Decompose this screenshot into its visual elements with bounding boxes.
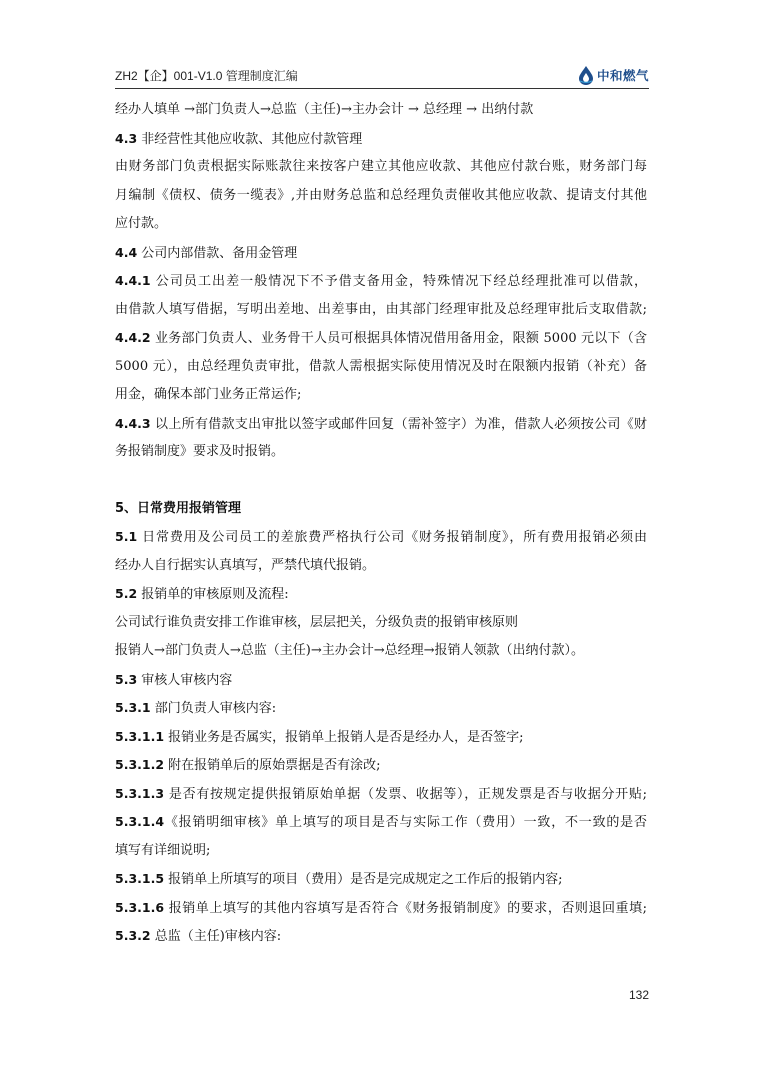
flame-drop-icon [578, 65, 594, 85]
line-text: 报销单上所填写的项目（费用）是否是完成规定之工作后的报销内容; [164, 872, 563, 887]
section-heading [115, 495, 647, 524]
line-text: 非经营性其他应收款、其他应付款管理 [137, 131, 363, 147]
text-line [115, 694, 647, 723]
text-line [115, 438, 647, 467]
clause-number: 5.3.1.1 [115, 728, 165, 744]
clause-number: 5.3.2 [115, 928, 151, 943]
text-line [115, 837, 647, 866]
section-heading-text: 5、日常费用报销管理 [115, 500, 242, 516]
line-text: 5000 元），由总经理负责审批，借款人需根据实际使用情况及时在限额内报销（补充）备 [115, 358, 647, 374]
clause-number: 4.4.3 [115, 415, 151, 431]
clause-number: 5.3.1.4 [115, 814, 165, 829]
logo-text: 中和燃气 [596, 68, 649, 83]
line-text: 审核人审核内容 [137, 672, 233, 688]
clause-number: 4.4 [115, 244, 138, 260]
company-logo [578, 65, 649, 85]
text-line [115, 182, 647, 211]
text-line [115, 609, 647, 638]
line-text: 填写有详细说明; [115, 842, 211, 858]
clause-number: 5.1 [115, 529, 138, 544]
line-text: 月编制《债权、债务一缆表》,并由财务总监和总经理负责催收其他应收款、提请支付其他 [115, 187, 647, 203]
text-line [115, 125, 647, 154]
line-text: 由借款人填写借据，写明出差地、出差事由，由其部门经理审批及总经理审批后支取借款; [115, 301, 647, 317]
text-line [115, 96, 647, 125]
page-number: 132 [628, 988, 649, 1002]
text-line [115, 894, 647, 923]
text-line [115, 808, 647, 837]
line-text: 业务部门负责人、业务骨干人员可根据具体情况借用备用金，限额 5000 元以下（含 [150, 331, 647, 346]
text-line [115, 865, 647, 894]
line-text: 以上所有借款支出审批以签字或邮件回复（需补签字）为准，借款人必须按公司《财 [150, 416, 647, 432]
paragraph-gap [115, 467, 647, 495]
page-header [115, 58, 649, 89]
clause-number: 4.3 [115, 130, 138, 146]
clause-number: 5.3 [115, 671, 138, 687]
document-body [115, 96, 647, 951]
line-text: 《报销明细审核》单上填写的项目是否与实际工作（费用）一致，不一致的是否 [164, 815, 647, 830]
line-text: 附在报销单后的原始票据是否有涂改; [164, 758, 381, 773]
clause-number: 4.4.2 [115, 330, 151, 345]
text-line [115, 153, 647, 182]
text-line [115, 580, 647, 609]
line-text: 报销业务是否属实，报销单上报销人是否是经办人，是否签字; [164, 729, 524, 745]
text-line [115, 780, 647, 809]
text-line [115, 239, 647, 268]
line-text: 报销单上填写的其他内容填写是否符合《财务报销制度》的要求，否则退回重填; [164, 900, 647, 916]
text-line [115, 523, 647, 552]
line-text: 报销单的审核原则及流程: [137, 587, 289, 602]
line-text: 经办人填单 →部门负责人→总监（主任)→主办会计 → 总经理 → 出纳付款 [115, 102, 534, 117]
line-text: 经办人自行据实认真填写，严禁代填代报销。 [115, 557, 376, 573]
text-line [115, 552, 647, 581]
header-title: ZH2【企】001-V1.0 管理制度汇编 [115, 69, 298, 83]
clause-number: 4.4.1 [115, 273, 151, 288]
text-line [115, 353, 647, 382]
clause-number: 5.3.1.6 [115, 899, 165, 915]
line-text: 日常费用及公司员工的差旅费严格执行公司《财务报销制度》，所有费用报销必须由 [137, 530, 647, 545]
line-text: 用金，确保本部门业务正常运作; [115, 387, 302, 402]
text-line [115, 210, 647, 239]
clause-number: 5.2 [115, 586, 138, 601]
text-line [115, 751, 647, 780]
text-line [115, 723, 647, 752]
line-text: 总监（主任)审核内容: [150, 929, 282, 944]
line-text: 部门负责人审核内容: [150, 701, 277, 716]
line-text: 公司员工出差一般情况下不予借支备用金，特殊情况下经总经理批准可以借款， [150, 274, 647, 289]
text-line [115, 296, 647, 325]
text-line [115, 267, 647, 296]
text-line [115, 666, 647, 695]
text-line [115, 410, 647, 439]
text-line [115, 381, 647, 410]
clause-number: 5.3.1 [115, 700, 151, 715]
clause-number: 5.3.1.2 [115, 757, 165, 772]
clause-number: 5.3.1.5 [115, 871, 165, 886]
line-text: 由财务部门负责根据实际账款往来按客户建立其他应收款、其他应付款台账，财务部门每 [115, 159, 647, 174]
line-text: 务报销制度》要求及时报销。 [115, 444, 285, 459]
line-text: 报销人→部门负责人→总监（主任)→主办会计→总经理→报销人领款（出纳付款）。 [115, 643, 585, 658]
clause-number: 5.3.1.3 [115, 785, 165, 801]
line-text: 公司内部借款、备用金管理 [137, 245, 298, 261]
line-text: 公司试行谁负责安排工作谁审核，层层把关，分级负责的报销审核原则 [115, 614, 519, 630]
line-text: 应付款。 [115, 216, 168, 231]
text-line [115, 324, 647, 353]
text-line [115, 922, 647, 951]
line-text: 是否有按规定提供报销原始单据（发票、收据等），正规发票是否与收据分开贴; [164, 786, 647, 802]
text-line [115, 637, 647, 666]
